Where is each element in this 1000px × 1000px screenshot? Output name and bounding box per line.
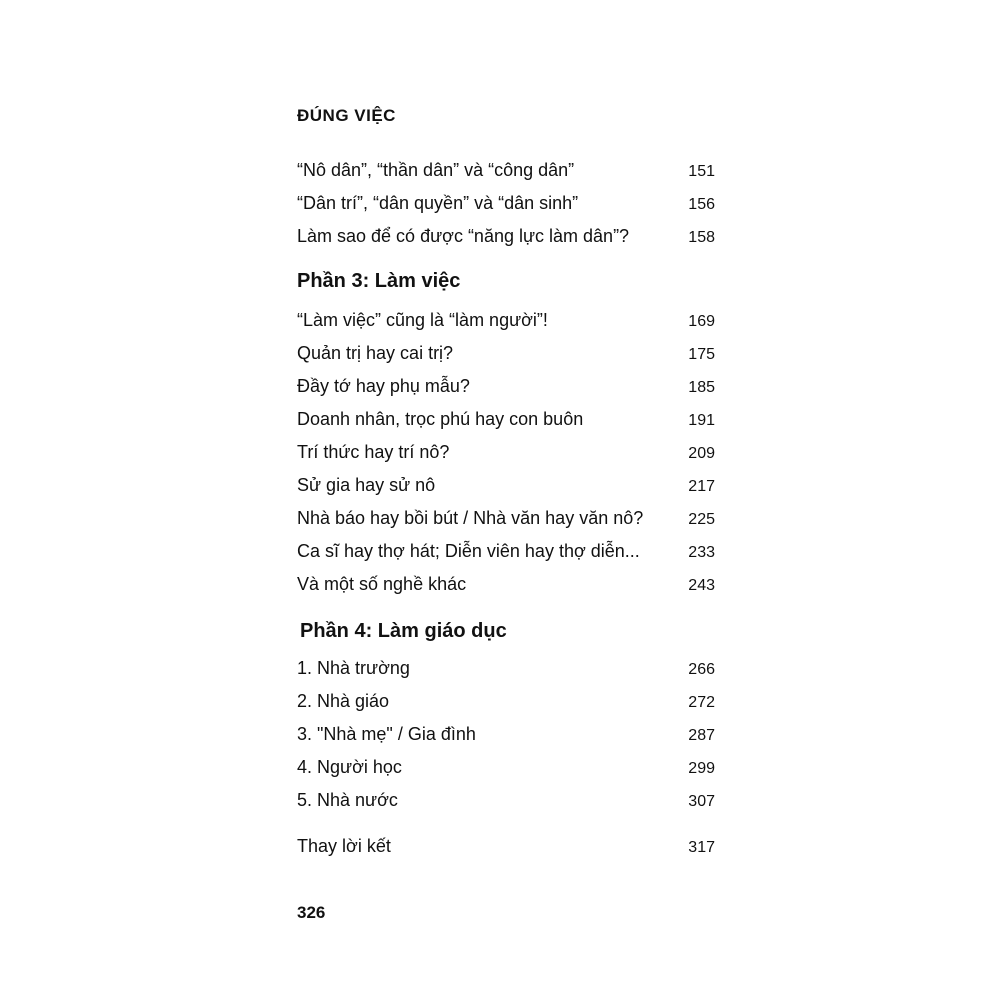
toc-entry-title: Ca sĩ hay thợ hát; Diễn viên hay thợ diễn... (297, 541, 640, 561)
toc-entry (297, 409, 715, 433)
toc-entry (297, 475, 715, 499)
toc-entry-title: 4. Người học (297, 757, 402, 777)
toc-entry (297, 691, 715, 715)
toc-entry-title: “Dân trí”, “dân quyền” và “dân sinh” (297, 193, 579, 213)
toc-entry-page: 299 (688, 760, 715, 777)
toc-entry-title: 2. Nhà giáo (297, 691, 390, 711)
toc-entry-page: 185 (688, 379, 715, 396)
toc-entry-page: 266 (688, 661, 715, 678)
toc-entry-page: 217 (688, 478, 715, 495)
toc-entry-page: 191 (688, 412, 715, 429)
toc-entry-page: 158 (688, 229, 715, 246)
section-heading-part-3: Phần 3: Làm việc (297, 270, 461, 292)
toc-entry-title: Quản trị hay cai trị? (297, 343, 454, 363)
toc-entry-title: “Nô dân”, “thần dân” và “công dân” (297, 160, 575, 180)
toc-entry-title: 3. "Nhà mẹ" / Gia đình (297, 724, 476, 744)
toc-entry-page: 156 (688, 196, 715, 213)
toc-entry-page: 287 (688, 727, 715, 744)
toc-entry (297, 757, 715, 781)
toc-entry (297, 160, 715, 184)
toc-entry-title: Và một số nghề khác (297, 574, 467, 594)
toc-entry-title: “Làm việc” cũng là “làm người”! (297, 310, 548, 330)
toc-entry-title: 1. Nhà trường (297, 658, 410, 678)
toc-entry-title: Thay lời kết (297, 836, 391, 856)
toc-entry-page: 151 (688, 163, 715, 180)
toc-entry (297, 226, 715, 250)
toc-entry-title: Trí thức hay trí nô? (297, 442, 450, 462)
running-head: ĐÚNG VIỆC (297, 106, 396, 125)
toc-entry (297, 508, 715, 532)
toc-entry (297, 193, 715, 217)
toc-entry (297, 541, 715, 565)
toc-entry-page: 175 (688, 346, 715, 363)
toc-entry-page: 233 (688, 544, 715, 561)
toc-entry-page: 225 (688, 511, 715, 528)
toc-entry-page: 209 (688, 445, 715, 462)
page-number: 326 (297, 903, 326, 922)
toc-entry-page: 317 (688, 839, 715, 856)
toc-entry (297, 574, 715, 598)
toc-entry-closing (297, 836, 715, 860)
toc-entry-page: 272 (688, 694, 715, 711)
toc-entry-page: 169 (688, 313, 715, 330)
toc-entry (297, 310, 715, 334)
toc-entry-page: 307 (688, 793, 715, 810)
toc-entry (297, 724, 715, 748)
toc-entry (297, 790, 715, 814)
toc-entry (297, 442, 715, 466)
toc-entry (297, 376, 715, 400)
toc-entry-title: 5. Nhà nước (297, 790, 398, 810)
toc-entry-page: 243 (688, 577, 715, 594)
toc-entry-title: Doanh nhân, trọc phú hay con buôn (297, 409, 584, 429)
toc-entry-title: Nhà báo hay bồi bút / Nhà văn hay văn nô? (297, 508, 644, 528)
toc-entry (297, 343, 715, 367)
toc-entry-title: Đầy tớ hay phụ mẫu? (297, 376, 470, 396)
toc-entry-title: Sử gia hay sử nô (297, 475, 436, 495)
section-heading-part-4: Phần 4: Làm giáo dục (300, 620, 507, 642)
toc-entry (297, 658, 715, 682)
toc-entry-title: Làm sao để có được “năng lực làm dân”? (297, 226, 630, 246)
